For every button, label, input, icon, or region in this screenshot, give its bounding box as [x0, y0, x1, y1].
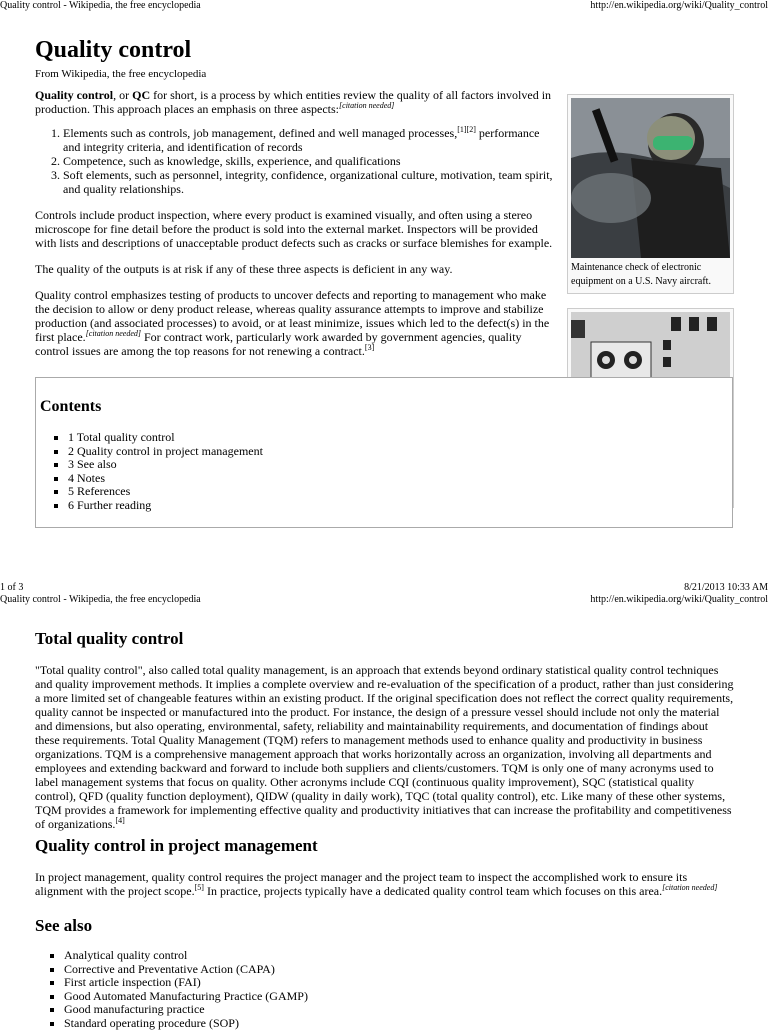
- see-also-item[interactable]: ▪ Corrective and Preventative Action (CAPA): [64, 963, 308, 977]
- reference-link[interactable]: [1][2]: [457, 125, 476, 134]
- paragraph-text: In project management, quality control requires the project manager and the project team to inspect the accomplished work to ensure its alignment with the project scope.: [35, 870, 688, 898]
- navy-maintenance-image[interactable]: [571, 98, 730, 258]
- section-heading-tqc: Total quality control: [35, 629, 184, 648]
- qc-paragraph: [35, 288, 555, 358]
- citation-needed[interactable]: [citation needed]: [339, 101, 395, 110]
- reference-link[interactable]: [4]: [115, 816, 125, 825]
- reference-link[interactable]: [5]: [194, 883, 204, 892]
- toc-item[interactable]: ▪ 1 Total quality control: [68, 431, 263, 445]
- aspects-list: [35, 126, 555, 196]
- list-text: Elements such as controls, job management, defined and well managed processes,: [63, 126, 458, 140]
- intro-paragraph: [35, 88, 555, 116]
- citation-needed[interactable]: [citation needed]: [662, 883, 718, 892]
- header-url[interactable]: http://en.wikipedia.org/wiki/Quality_control: [590, 0, 768, 11]
- see-also-item[interactable]: ▪ Good Automated Manufacturing Practice (GAMP): [64, 990, 308, 1004]
- table-of-contents: [35, 377, 733, 528]
- bold-term: Quality control: [35, 88, 114, 102]
- page-title: Quality control: [35, 37, 192, 63]
- paragraph-text: Quality control emphasizes testing of products to uncover defects and reporting to management who make the decision to allow or deny product release, whereas quality assurance attempts to improve and stabilize production (and associated processes) to avoid, or at least minimize, issues which led to the defect(s) in the first place.: [35, 288, 550, 344]
- pm-paragraph: [35, 870, 735, 898]
- controls-paragraph: Controls include product inspection, where every product is examined visually, and often using a stereo microscope for fine detail before the product is sold into the external market. Inspectors will be provided with lists and descriptions of unacceptable product defects such as cracks or surface blemishes for example.: [35, 208, 553, 250]
- toc-list: [54, 431, 263, 513]
- header-url[interactable]: http://en.wikipedia.org/wiki/Quality_control: [590, 594, 768, 605]
- toc-title: Contents: [40, 398, 102, 415]
- list-text: performance and integrity criteria, and identification of records: [63, 126, 540, 154]
- risk-paragraph: The quality of the outputs is at risk if any of these three aspects is deficient in any way.: [35, 262, 453, 276]
- intro-text: , or: [113, 88, 133, 102]
- toc-item[interactable]: ▪ 6 Further reading: [68, 499, 263, 513]
- header-title: Quality control - Wikipedia, the free encyclopedia: [0, 0, 201, 11]
- list-text: Competence, such as knowledge, skills, experience, and qualifications: [63, 154, 401, 168]
- paragraph-text: In practice, projects typically have a dedicated quality control team which focuses on this area.: [203, 884, 663, 898]
- intro-text: for short, is a process by which entities review the quality of all factors involved in production. This approach places an emphasis on three aspects:: [35, 88, 552, 116]
- toc-item[interactable]: ▪ 5 References: [68, 485, 263, 499]
- see-also-list: [50, 949, 308, 1031]
- toc-item[interactable]: ▪ 4 Notes: [68, 472, 263, 486]
- section-heading-pm: Quality control in project management: [35, 836, 318, 855]
- paragraph-text: For contract work, particularly work awarded by government agencies, quality control issues are among the top reasons for not renewing a contract.: [35, 330, 522, 358]
- toc-item[interactable]: ▪ 3 See also: [68, 458, 263, 472]
- see-also-item[interactable]: ▪ Good manufacturing practice: [64, 1003, 308, 1017]
- paragraph-text: "Total quality control", also called total quality management, is an approach that extends beyond ordinary statistical quality control techniques and quality improvement methods. It implies a complete overview and re-evaluation of the specification of a product, rather than just considering a more limited set of changeable features within an existing product. If the original specification does not reflect the correct quality requirements, quality cannot be inspected or manufactured into the product. For instance, the design of a pressure vessel should include not only the material and dimensions, but also operating, environmental, safety, reliability and maintainability requirements, and documentation of findings about these requirements. Total Quality Management (TQM) refers to management methods used to enhance quality and productivity in business organizations. TQM is a comprehensive management approach that works horizontally across an organization, involving all departments and employees and extending backward and forward to include both suppliers and clients/customers. TQM is only one of many acronyms used to label management systems that focus on quality. Other acronyms include CQI (continuous quality improvement), SQC (statistical quality control), QFD (quality function deployment), QIDW (quality in daily work), TQC (total quality control), etc. Like many of these other systems, TQM provides a framework for implementing effective quality and productivity initiatives that can increase the profitability and competitiveness of organizations.: [35, 663, 734, 831]
- see-also-item[interactable]: ▪ First article inspection (FAI): [64, 976, 308, 990]
- see-also-item[interactable]: ▪ Standard operating procedure (SOP): [64, 1017, 308, 1031]
- tqc-paragraph: [35, 663, 735, 831]
- reference-link[interactable]: [3]: [364, 343, 375, 352]
- see-also-item[interactable]: ▪ Analytical quality control: [64, 949, 308, 963]
- header-title: Quality control - Wikipedia, the free encyclopedia: [0, 594, 201, 605]
- list-text: Soft elements, such as personnel, integrity, confidence, organizational culture, motivation, team spirit, and quality relationships.: [63, 168, 553, 196]
- figure-caption: Maintenance check of electronic equipment on a U.S. Navy aircraft.: [571, 262, 711, 287]
- page-count: 1 of 3: [0, 582, 24, 593]
- section-heading-see-also: See also: [35, 916, 93, 935]
- list-item: [63, 126, 555, 154]
- bold-term: QC: [132, 88, 151, 102]
- list-item: [63, 154, 555, 168]
- page-subtitle: From Wikipedia, the free encyclopedia: [35, 68, 207, 80]
- citation-needed[interactable]: [citation needed]: [85, 329, 141, 338]
- figure-navy-maintenance: [567, 94, 734, 294]
- list-item: [63, 168, 555, 196]
- article-header: [35, 36, 735, 81]
- intro-column: [35, 88, 555, 358]
- print-date: 8/21/2013 10:33 AM: [684, 582, 768, 593]
- toc-item[interactable]: ▪ 2 Quality control in project management: [68, 445, 263, 459]
